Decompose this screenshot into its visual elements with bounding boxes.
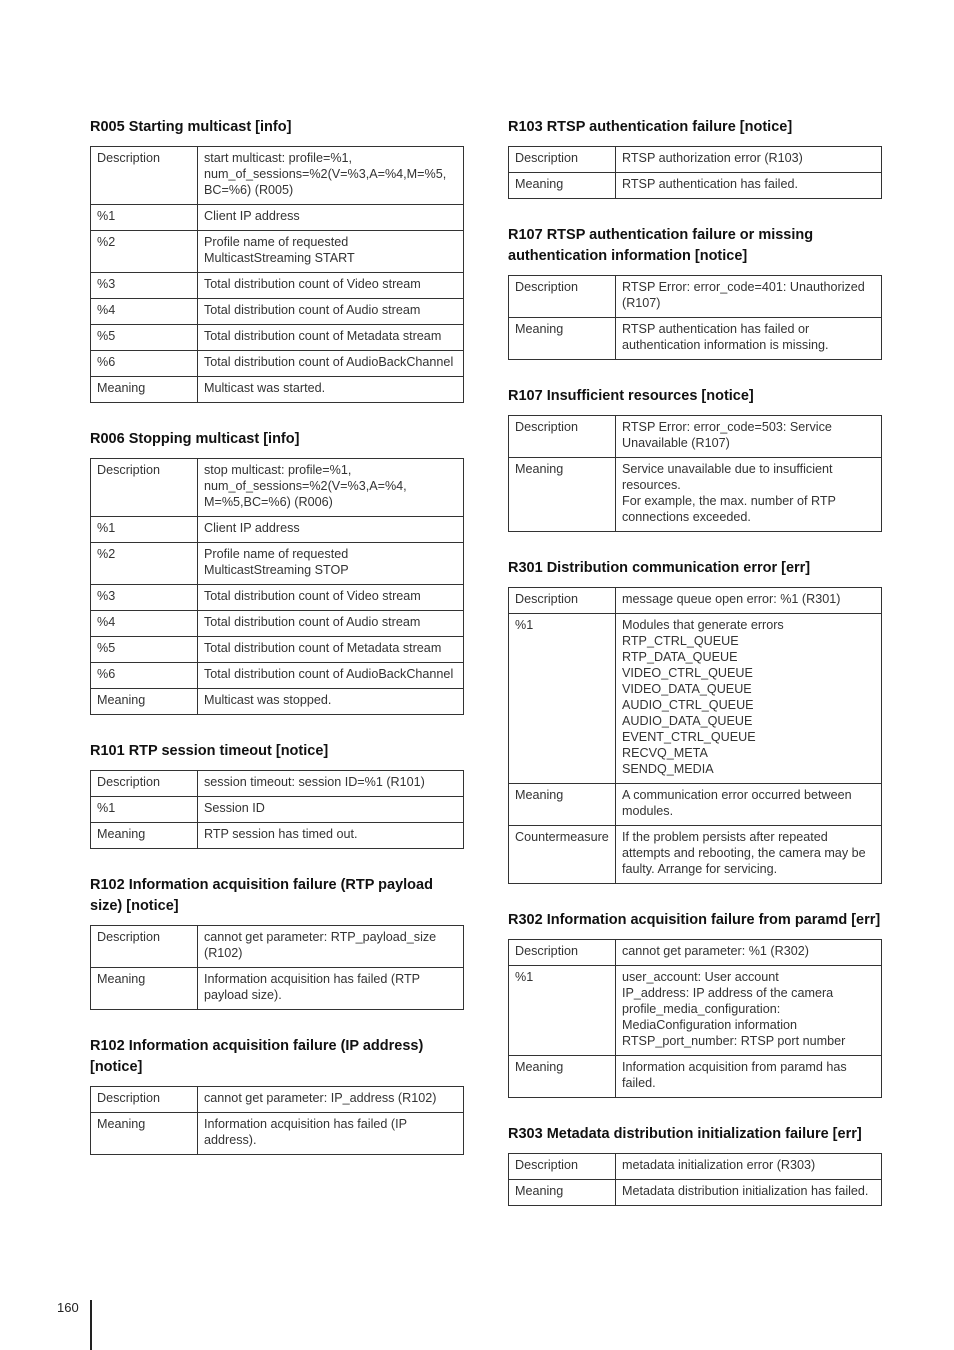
right-column bbox=[508, 117, 882, 1232]
row-value: cannot get parameter: IP_address (R102) bbox=[198, 1087, 464, 1113]
row-label: %6 bbox=[91, 663, 198, 689]
section-heading: R107 RTSP authentication failure or missing authentication information [notice] bbox=[508, 227, 814, 264]
row-value: Total distribution count of AudioBackChannel bbox=[198, 663, 464, 689]
row-value: cannot get parameter: RTP_payload_size (R102) bbox=[198, 926, 464, 968]
table-row bbox=[91, 231, 464, 273]
table-row bbox=[91, 459, 464, 517]
table-row bbox=[509, 276, 882, 318]
row-value: Total distribution count of Metadata stream bbox=[198, 637, 464, 663]
message-table bbox=[90, 458, 464, 715]
row-value: Total distribution count of Video stream bbox=[198, 273, 464, 299]
row-label: %2 bbox=[91, 231, 198, 273]
log-section-r107 bbox=[508, 386, 882, 532]
row-value: cannot get parameter: %1 (R302) bbox=[616, 940, 882, 966]
message-table bbox=[90, 770, 464, 849]
row-label: Countermeasure bbox=[509, 826, 616, 884]
section-heading: R005 Starting multicast [info] bbox=[90, 119, 292, 135]
table-row bbox=[509, 588, 882, 614]
row-value: Information acquisition has failed (RTP payload size). bbox=[198, 968, 464, 1010]
table-row bbox=[509, 416, 882, 458]
table-row bbox=[509, 966, 882, 1056]
row-value: RTSP authentication has failed. bbox=[616, 173, 882, 199]
row-value: RTSP Error: error_code=503: Service Unavailable (R107) bbox=[616, 416, 882, 458]
table-row bbox=[91, 377, 464, 403]
row-label: %1 bbox=[91, 205, 198, 231]
row-value: Total distribution count of Audio stream bbox=[198, 299, 464, 325]
table-row bbox=[91, 1113, 464, 1155]
row-value: RTP session has timed out. bbox=[198, 823, 464, 849]
row-value: metadata initialization error (R303) bbox=[616, 1154, 882, 1180]
table-row bbox=[91, 147, 464, 205]
row-label: %5 bbox=[91, 637, 198, 663]
left-column bbox=[90, 117, 464, 1181]
row-value: Profile name of requested MulticastStreaming STOP bbox=[198, 543, 464, 585]
table-row bbox=[509, 826, 882, 884]
log-section-r103 bbox=[508, 117, 882, 199]
log-section-r303 bbox=[508, 1124, 882, 1206]
row-label: Description bbox=[509, 147, 616, 173]
table-row bbox=[91, 273, 464, 299]
row-value: RTSP authorization error (R103) bbox=[616, 147, 882, 173]
table-row bbox=[91, 797, 464, 823]
section-heading: R102 Information acquisition failure (RTP payload size) [notice] bbox=[90, 877, 433, 914]
table-row bbox=[91, 517, 464, 543]
row-label: Meaning bbox=[509, 318, 616, 360]
table-row bbox=[91, 585, 464, 611]
row-value: Information acquisition has failed (IP address). bbox=[198, 1113, 464, 1155]
row-label: Description bbox=[91, 459, 198, 517]
message-table bbox=[508, 1153, 882, 1206]
log-section-r301 bbox=[508, 558, 882, 884]
table-row bbox=[91, 351, 464, 377]
table-row bbox=[91, 205, 464, 231]
row-label: Meaning bbox=[91, 689, 198, 715]
row-value: Client IP address bbox=[198, 517, 464, 543]
log-section-r005 bbox=[90, 117, 464, 403]
row-label: Description bbox=[509, 1154, 616, 1180]
table-row bbox=[509, 1154, 882, 1180]
table-row bbox=[91, 611, 464, 637]
row-value: Total distribution count of Audio stream bbox=[198, 611, 464, 637]
section-heading: R302 Information acquisition failure from paramd [err] bbox=[508, 912, 881, 928]
message-table bbox=[508, 587, 882, 884]
row-label: Meaning bbox=[509, 458, 616, 532]
section-heading: R107 Insufficient resources [notice] bbox=[508, 388, 754, 404]
row-value: Client IP address bbox=[198, 205, 464, 231]
row-label: %6 bbox=[91, 351, 198, 377]
row-label: Meaning bbox=[509, 173, 616, 199]
table-row bbox=[91, 689, 464, 715]
row-value: user_account: User account IP_address: IP address of the camera profile_media_configuration: MediaConfiguration information RTSP_port_number: RTSP port number bbox=[616, 966, 882, 1056]
log-section-r101 bbox=[90, 741, 464, 849]
row-value: RTSP authentication has failed or authentication information is missing. bbox=[616, 318, 882, 360]
row-label: %4 bbox=[91, 611, 198, 637]
row-label: Description bbox=[509, 276, 616, 318]
section-heading: R101 RTP session timeout [notice] bbox=[90, 743, 329, 759]
row-label: Description bbox=[91, 771, 198, 797]
row-label: Description bbox=[91, 926, 198, 968]
row-label: Meaning bbox=[509, 1056, 616, 1098]
row-value: stop multicast: profile=%1, num_of_sessions=%2(V=%3,A=%4, M=%5,BC=%6) (R006) bbox=[198, 459, 464, 517]
message-table bbox=[90, 925, 464, 1010]
table-row bbox=[91, 299, 464, 325]
row-label: Meaning bbox=[91, 823, 198, 849]
log-section-r102 bbox=[90, 875, 464, 1010]
table-row bbox=[91, 543, 464, 585]
row-label: %5 bbox=[91, 325, 198, 351]
row-value: A communication error occurred between modules. bbox=[616, 784, 882, 826]
row-label: Meaning bbox=[91, 968, 198, 1010]
message-table bbox=[90, 146, 464, 403]
table-row bbox=[91, 663, 464, 689]
row-label: Description bbox=[509, 588, 616, 614]
row-value: Session ID bbox=[198, 797, 464, 823]
table-row bbox=[91, 926, 464, 968]
message-table bbox=[508, 146, 882, 199]
row-label: Meaning bbox=[509, 784, 616, 826]
log-section-r102 bbox=[90, 1036, 464, 1155]
row-label: %3 bbox=[91, 273, 198, 299]
row-value: Modules that generate errors RTP_CTRL_QUEUE RTP_DATA_QUEUE VIDEO_CTRL_QUEUE VIDEO_DATA_QUEUE AUDIO_CTRL_QUEUE AUDIO_DATA_QUEUE EVENT_CTRL_QUEUE RECVQ_META SENDQ_MEDIA bbox=[616, 614, 882, 784]
table-row bbox=[509, 784, 882, 826]
row-label: Meaning bbox=[91, 1113, 198, 1155]
table-row bbox=[509, 458, 882, 532]
message-table bbox=[508, 415, 882, 532]
row-label: %1 bbox=[509, 614, 616, 784]
table-row bbox=[509, 614, 882, 784]
row-label: %1 bbox=[91, 797, 198, 823]
table-row bbox=[509, 1180, 882, 1206]
table-row bbox=[91, 637, 464, 663]
table-row bbox=[91, 771, 464, 797]
row-label: %2 bbox=[91, 543, 198, 585]
section-heading: R102 Information acquisition failure (IP address) [notice] bbox=[90, 1038, 424, 1075]
table-row bbox=[91, 823, 464, 849]
table-row bbox=[509, 1056, 882, 1098]
table-row bbox=[509, 147, 882, 173]
row-label: %3 bbox=[91, 585, 198, 611]
section-heading: R303 Metadata distribution initialization failure [err] bbox=[508, 1126, 862, 1142]
row-label: Description bbox=[509, 416, 616, 458]
log-section-r107 bbox=[508, 225, 882, 360]
table-row bbox=[91, 1087, 464, 1113]
row-value: Service unavailable due to insufficient resources. For example, the max. number of RTP connections exceeded. bbox=[616, 458, 882, 532]
table-row bbox=[91, 968, 464, 1010]
log-section-r302 bbox=[508, 910, 882, 1098]
row-value: Multicast was stopped. bbox=[198, 689, 464, 715]
row-label: Meaning bbox=[91, 377, 198, 403]
row-value: Total distribution count of Metadata stream bbox=[198, 325, 464, 351]
row-label: Description bbox=[91, 1087, 198, 1113]
page-number-rule bbox=[90, 1300, 92, 1350]
table-row bbox=[509, 940, 882, 966]
log-section-r006 bbox=[90, 429, 464, 715]
table-row bbox=[509, 173, 882, 199]
message-table bbox=[508, 939, 882, 1098]
row-label: %1 bbox=[509, 966, 616, 1056]
row-value: Total distribution count of Video stream bbox=[198, 585, 464, 611]
page-number: 160 bbox=[57, 1300, 79, 1315]
row-label: Description bbox=[91, 147, 198, 205]
table-row bbox=[509, 318, 882, 360]
row-value: start multicast: profile=%1, num_of_sessions=%2(V=%3,A=%4,M=%5, BC=%6) (R005) bbox=[198, 147, 464, 205]
row-value: RTSP Error: error_code=401: Unauthorized (R107) bbox=[616, 276, 882, 318]
row-value: Multicast was started. bbox=[198, 377, 464, 403]
section-heading: R006 Stopping multicast [info] bbox=[90, 431, 300, 447]
row-value: Metadata distribution initialization has failed. bbox=[616, 1180, 882, 1206]
row-value: If the problem persists after repeated attempts and rebooting, the camera may be faulty. Arrange for servicing. bbox=[616, 826, 882, 884]
row-value: message queue open error: %1 (R301) bbox=[616, 588, 882, 614]
table-row bbox=[91, 325, 464, 351]
message-table bbox=[508, 275, 882, 360]
row-value: Profile name of requested MulticastStreaming START bbox=[198, 231, 464, 273]
row-label: Meaning bbox=[509, 1180, 616, 1206]
row-label: %1 bbox=[91, 517, 198, 543]
row-label: Description bbox=[509, 940, 616, 966]
section-heading: R301 Distribution communication error [err] bbox=[508, 560, 811, 576]
row-value: Information acquisition from paramd has failed. bbox=[616, 1056, 882, 1098]
message-table bbox=[90, 1086, 464, 1155]
row-label: %4 bbox=[91, 299, 198, 325]
row-value: Total distribution count of AudioBackChannel bbox=[198, 351, 464, 377]
section-heading: R103 RTSP authentication failure [notice] bbox=[508, 119, 793, 135]
row-value: session timeout: session ID=%1 (R101) bbox=[198, 771, 464, 797]
